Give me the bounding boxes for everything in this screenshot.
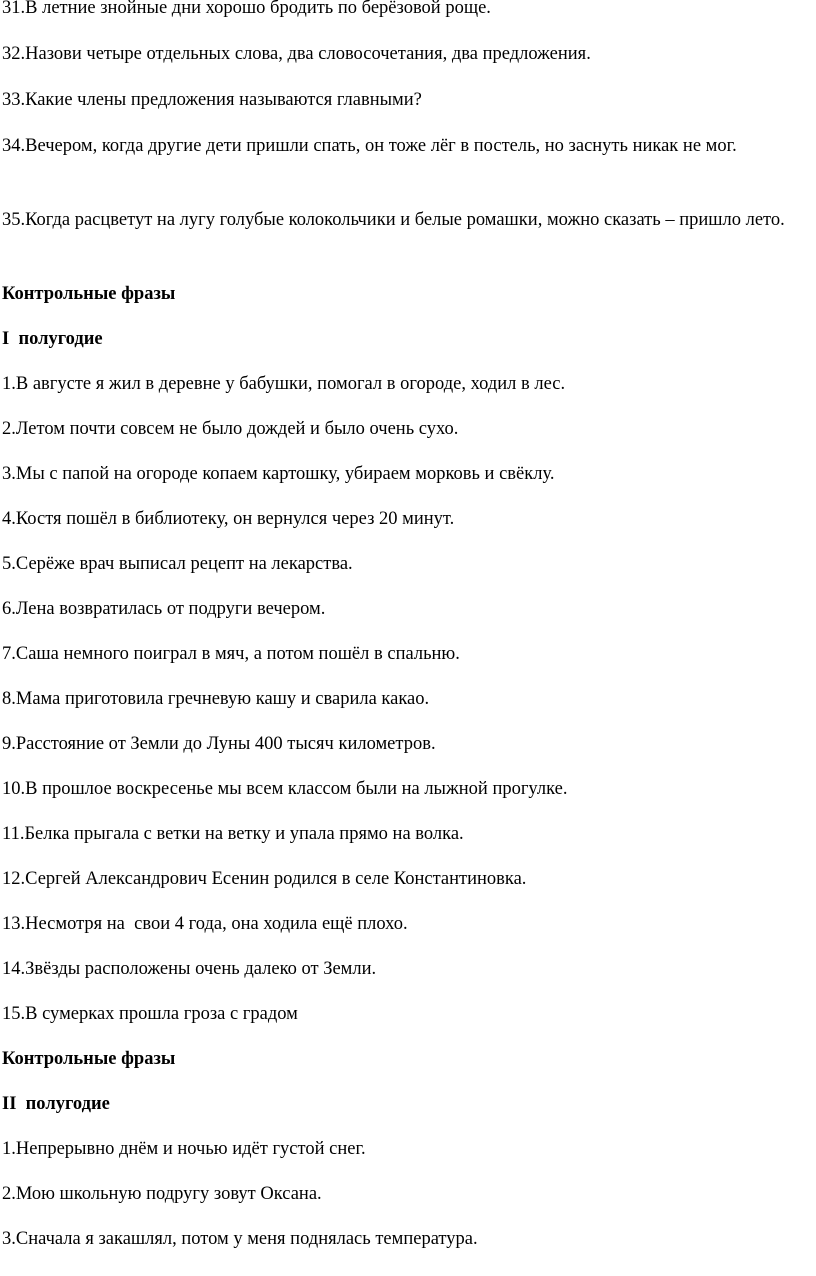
s1-item-7: 7.Саша немного поиграл в мяч, а потом пошёл в спальню. <box>2 644 460 664</box>
s1-item-3: 3.Мы с папой на огороде копаем картошку, убираем морковь и свёклу. <box>2 464 555 484</box>
sentence-32: 32.Назови четыре отдельных слова, два словосочетания, два предложения. <box>2 44 591 64</box>
s1-item-6: 6.Лена возвратилась от подруги вечером. <box>2 599 326 619</box>
s1-item-13: 13.Несмотря на свои 4 года, она ходила ещё плохо. <box>2 914 408 934</box>
s1-item-14: 14.Звёзды расположены очень далеко от Земли. <box>2 959 377 979</box>
s1-item-1: 1.В августе я жил в деревне у бабушки, помогал в огороде, ходил в лес. <box>2 374 566 394</box>
section-1-subheading: I полугодие <box>2 329 103 349</box>
s1-item-15: 15.В сумерках прошла гроза с градом <box>2 1004 298 1024</box>
s2-item-2: 2.Мою школьную подругу зовут Оксана. <box>2 1184 322 1204</box>
s1-item-5: 5.Серёже врач выписал рецепт на лекарства. <box>2 554 353 574</box>
s1-item-12: 12.Сергей Александрович Есенин родился в селе Константиновка. <box>2 869 527 889</box>
sentence-35: 35.Когда расцветут на лугу голубые колокольчики и белые ромашки, можно сказать – пришло лето. <box>2 210 785 230</box>
s1-item-4: 4.Костя пошёл в библиотеку, он вернулся через 20 минут. <box>2 509 455 529</box>
sentence-34: 34.Вечером, когда другие дети пришли спать, он тоже лёг в постель, но заснуть никак не мог. <box>2 136 737 156</box>
sentence-31: 31.В летние знойные дни хорошо бродить по берёзовой роще. <box>2 0 491 18</box>
sentence-33: 33.Какие члены предложения называются главными? <box>2 90 422 110</box>
section-2-heading: Контрольные фразы <box>2 1049 176 1069</box>
section-1-heading: Контрольные фразы <box>2 284 176 304</box>
s1-item-9: 9.Расстояние от Земли до Луны 400 тысяч километров. <box>2 734 436 754</box>
s1-item-8: 8.Мама приготовила гречневую кашу и сварила какао. <box>2 689 430 709</box>
s1-item-10: 10.В прошлое воскресенье мы всем классом были на лыжной прогулке. <box>2 779 568 799</box>
s1-item-2: 2.Летом почти совсем не было дождей и было очень сухо. <box>2 419 459 439</box>
s2-item-1: 1.Непрерывно днём и ночью идёт густой снег. <box>2 1139 366 1159</box>
s1-item-11: 11.Белка прыгала с ветки на ветку и упала прямо на волка. <box>2 824 464 844</box>
s2-item-3: 3.Сначала я закашлял, потом у меня поднялась температура. <box>2 1229 478 1249</box>
section-2-subheading: II полугодие <box>2 1094 110 1114</box>
